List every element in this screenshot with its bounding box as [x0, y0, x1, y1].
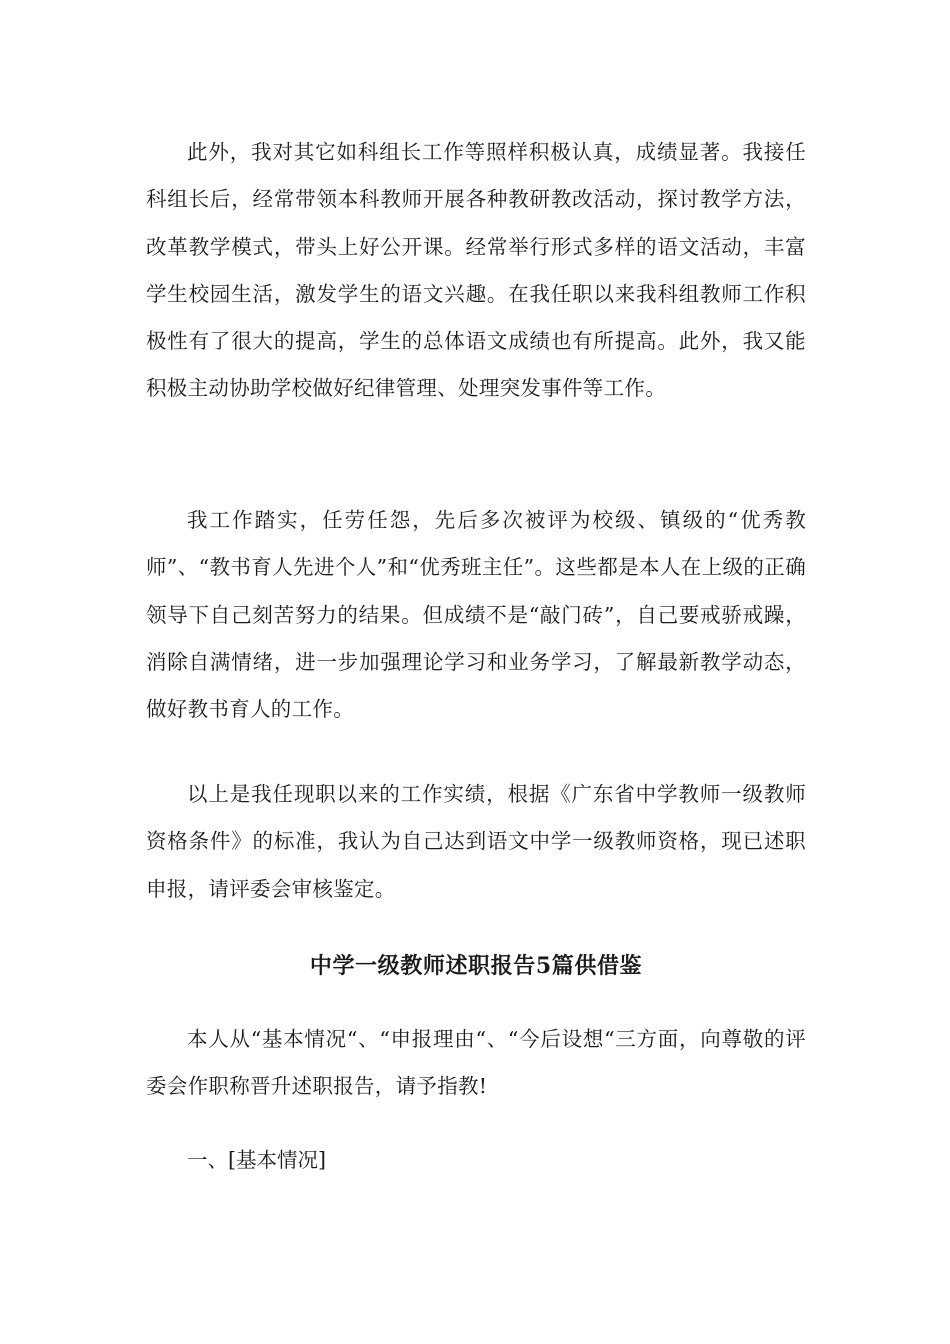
section-title-basic-info: 一、[基本情况]: [187, 1148, 326, 1172]
paragraph-honors: 我工作踏实，任劳任怨，先后多次被评为校级、镇级的“优秀教师”、“教书育人先进个人”和“优秀班主任”。这些都是本人在上级的正确领导下自己刻苦努力的结果。但成绩不是“敲门砖”，自己要戒骄戒躁，消除自满情绪，进一步加强理论学习和业务学习，了解最新教学动态，做好教书育人的工作。: [146, 508, 806, 722]
section-heading: 中学一级教师述职报告5篇供借鉴: [309, 953, 643, 979]
paragraph-intro: 本人从“基本情况“、“申报理由“、“今后设想“三方面，向尊敬的评委会作职称晋升述职报告，请予指教!: [146, 1027, 806, 1099]
paragraph-work-achievements: 此外，我对其它如科组长工作等照样积极认真，成绩显著。我接任科组长后，经常带领本科教师开展各种教研教改活动，探讨教学方法，改革教学模式，带头上好公开课。经常举行形式多样的语文活动，丰富学生校园生活，激发学生的语文兴趣。在我任职以来我科组教师工作积极性有了很大的提高，学生的总体语文成绩也有所提高。此外，我又能积极主动协助学校做好纪律管理、处理突发事件等工作。: [146, 140, 806, 401]
paragraph-conclusion: 以上是我任现职以来的工作实绩，根据《广东省中学教师一级教师资格条件》的标准，我认为自己达到语文中学一级教师资格，现已述职申报，请评委会审核鉴定。: [146, 782, 806, 901]
